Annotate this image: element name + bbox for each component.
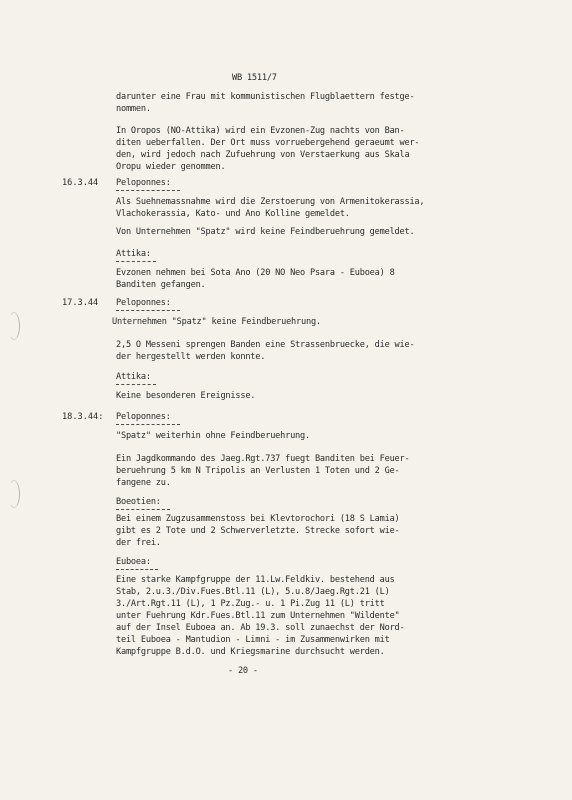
text-line: darunter eine Frau mit kommunistischen Flugblaettern festge-: [116, 92, 415, 102]
text-line: auf der Insel Euboea an. Ab 19.3. soll zunaechst der Nord-: [116, 623, 405, 633]
text-line: Bei einem Zugzusammenstoss bei Klevtorochori (18 S Lamia): [116, 514, 400, 524]
heading-underline: [116, 424, 180, 425]
heading-underline: [116, 261, 156, 262]
text-line: der hergestellt werden konnte.: [116, 352, 266, 362]
text-line: den, wird jedoch nach Zufuehrung von Verstaerkung aus Skala: [116, 150, 410, 160]
text-line: diten ueberfallen. Der Ort muss vorruebergehend geraeumt wer-: [116, 138, 420, 148]
text-line: nommen.: [116, 104, 151, 114]
text-line: Stab, 2.u.3./Div.Fues.Btl.11 (L), 5.u.8/Jaeg.Rgt.21 (L): [116, 587, 390, 597]
text-line: Eine starke Kampfgruppe der 11.Lw.Feldkiv. bestehend aus: [116, 575, 395, 585]
heading-underline: [116, 190, 180, 191]
text-line: Ein Jagdkommando des Jaeg.Rgt.737 fuegt Banditen bei Feuer-: [116, 454, 410, 464]
text-line: gibt es 2 Tote und 2 Schwerverletzte. Strecke sofort wie-: [116, 526, 400, 536]
region-heading: Euboea:: [116, 557, 151, 567]
region-heading: Peloponnes:: [116, 178, 171, 188]
punch-hole-bottom: [8, 480, 20, 508]
heading-underline: [116, 509, 170, 510]
region-heading: Peloponnes:: [116, 298, 171, 308]
text-line: 2,5 O Messeni sprengen Banden eine Strassenbruecke, die wie-: [116, 340, 415, 350]
text-line: Vlachokerassia, Kato- und Ano Kolline gemeldet.: [116, 209, 350, 219]
text-line: fangene zu.: [116, 478, 171, 488]
text-line: Keine besonderen Ereignisse.: [116, 391, 256, 401]
text-line: beruehrung 5 km N Tripolis an Verlusten 1 Toten und 2 Ge-: [116, 466, 400, 476]
text-line: Kampfgruppe B.d.O. und Kriegsmarine durchsucht werden.: [116, 647, 385, 657]
text-line: unter Fuehrung Kdr.Fues.Btl.11 zum Unternehmen "Wildente": [116, 611, 400, 621]
page-number: - 20 -: [228, 666, 258, 676]
text-line: Als Suehnemassnahme wird die Zerstoerung von Armenitokerassia,: [116, 197, 425, 207]
text-line: teil Euboea - Mantudion - Limni - im Zusammenwirken mit: [116, 635, 390, 645]
region-heading: Peloponnes:: [116, 412, 171, 422]
text-line: Von Unternehmen "Spatz" wird keine Feindberuehrung gemeldet.: [116, 227, 415, 237]
heading-underline: [116, 569, 158, 570]
text-line: 3./Art.Rgt.11 (L), 1 Pz.Zug.- u. 1 Pi.Zug 11 (L) tritt: [116, 599, 385, 609]
entry-date: 18.3.44:: [62, 412, 104, 422]
document-reference: WB 1511/7: [232, 73, 277, 83]
text-line: Evzonen nehmen bei Sota Ano (20 NO Neo Psara - Euboea) 8: [116, 268, 395, 278]
text-line: "Spatz" weiterhin ohne Feindberuehrung.: [116, 431, 310, 441]
text-line: Unternehmen "Spatz" keine Feindberuehrung.: [112, 317, 321, 327]
heading-underline: [116, 384, 156, 385]
text-line: Banditen gefangen.: [116, 280, 206, 290]
text-line: der frei.: [116, 538, 161, 548]
region-heading: Attika:: [116, 249, 151, 259]
text-line: Oropu wieder genommen.: [116, 162, 226, 172]
punch-hole-top: [8, 312, 20, 340]
text-line: In Oropos (NO-Attika) wird ein Evzonen-Zug nachts von Ban-: [116, 126, 405, 136]
entry-date: 17.3.44: [62, 298, 99, 308]
region-heading: Boeotien:: [116, 497, 161, 507]
region-heading: Attika:: [116, 372, 151, 382]
heading-underline: [116, 310, 180, 311]
entry-date: 16.3.44: [62, 178, 99, 188]
